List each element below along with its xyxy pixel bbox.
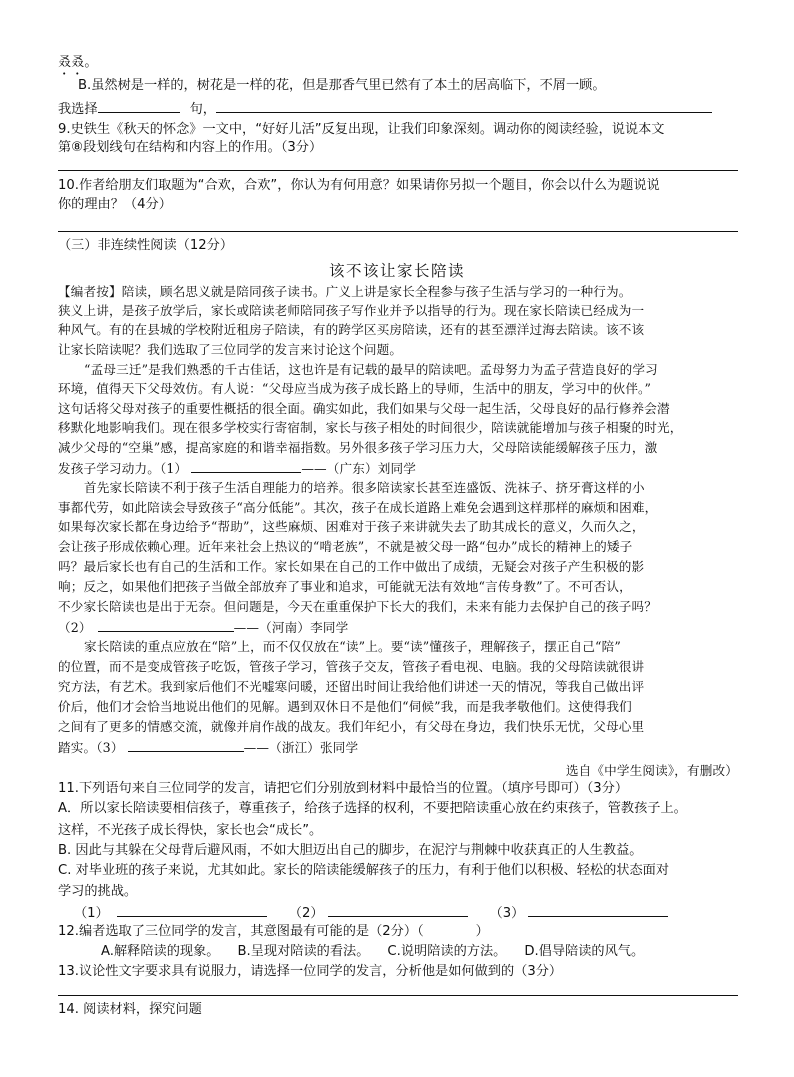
choose-blank[interactable] xyxy=(98,99,180,113)
paragraph-3-line: 究方法，有艺术。我到家后他们不光嘘寒问暖，还留出时间让我给他们讲述一天的情况，等我自己做出评 xyxy=(58,679,645,694)
question-12-stem: 12.编者选取了三位同学的发言，其意图最有可能的是（2分）（ ） xyxy=(58,924,489,939)
paragraph-2-line: 不少家长陪读也是出于无奈。但问题是，今天在重重保护下长大的我们，未来有能力去保护自己的孩子吗？ xyxy=(58,599,657,614)
choose-line: 我选择 句， xyxy=(58,99,738,119)
paragraph-3-last-line: 踏实。（3） ——（浙江）张同学 xyxy=(58,740,359,755)
section-heading: （三）非连续性阅读（12分） xyxy=(58,238,234,253)
blank-1[interactable] xyxy=(191,459,301,473)
q11-option-a: A．所以家长陪读要相信孩子，尊重孩子，给孩子选择的权利，不要把陪读重心放在约束孩子，管教孩子上。 xyxy=(58,801,687,816)
question-11-stem: 11.下列语句来自三位同学的发言，请把它们分别放到材料中最恰当的位置。（填序号即可）（3分） xyxy=(58,781,629,796)
question-13-stem: 13.议论性文字要求具有说服力，请选择一位同学的发言，分析他是如何做到的（3分） xyxy=(58,964,563,979)
blank-2[interactable] xyxy=(98,618,234,632)
answer-line-q9[interactable] xyxy=(58,170,738,171)
editor-note-line: 【编者按】陪读，顾名思义就是陪同孩子读书。广义上讲是家长全程参与孩子生活与学习的一种行为。 xyxy=(58,284,632,299)
question-10-line2: 你的理由？（4分） xyxy=(58,197,172,212)
q11-option-b: B. 因此与其躲在父母背后避风雨，不如大胆迈出自己的脚步，在泥泞与荆棘中收获真正的人生教益。 xyxy=(58,843,643,858)
question-10-line1: 10.作者给朋友们取题为“合欢，合欢”，你认为有何用意？如果请你另拟一个题目，你会以什么为题说说 xyxy=(58,178,660,193)
q11-option-a-cont: 这样，不光孩子成长得快，家长也会“成长”。 xyxy=(58,823,323,838)
article-title: 该不该让家长陪读 xyxy=(328,262,465,280)
answer-blank-1[interactable] xyxy=(117,903,267,917)
paragraph-3-line: 之间有了更多的情感交流，就像并肩作战的战友。我们年纪小，有父母在身边，我们快乐无忧，父母心里 xyxy=(58,719,645,734)
paragraph-2-last-line: （2） ——（河南）李同学 xyxy=(58,620,349,635)
paragraph-3-line: 价后，他们才会恰当地说出他们的见解。遇到双休日不是他们“伺候”我，而是我孝敬他们。这使得我们 xyxy=(58,699,632,714)
answer-blank-2[interactable] xyxy=(328,903,468,917)
paragraph-3-line: 的位置，而不是变成管孩子吃饭，管孩子学习，管孩子交友，管孩子看电视、电脑。我的父母陪读就很讲 xyxy=(58,659,645,674)
q12-option-c[interactable]: C.说明陪读的方法。 xyxy=(387,944,507,959)
paragraph-1-line: 环境，值得天下父母效仿。有人说：“父母应当成为孩子成长路上的导师，生活中的朋友，学习中的伙伴。” xyxy=(58,381,652,396)
paragraph-1-line: 移默化地影响我们。现在很多学校实行寄宿制，家长与孩子相处的时间很少，陪读就能增加与孩子相聚的时光， xyxy=(58,420,683,435)
paragraph-1-line: 这句话将父母对孩子的重要性概括的很全面。确实如此，我们如果与父母一起生活，父母良好的品行修养会潜 xyxy=(58,401,670,416)
paragraph-2-line: 会让孩子形成依赖心理。近年来社会上热议的“啃老族”，不就是被父母一路“包办”成长的精神上的矮子 xyxy=(58,539,633,554)
q11-option-c: C. 对毕业班的孩子来说，尤其如此。家长的陪读能缓解孩子的压力，有利于他们以积极、轻松的状态面对 xyxy=(58,863,670,878)
paragraph-1-line: “孟母三迁”是我们熟悉的千古佳话，这也许是有记载的最早的陪读吧。孟母努力为孟子营造良好的学习 xyxy=(84,362,658,377)
answer-line-q13[interactable] xyxy=(58,995,738,996)
signature-3: ——（浙江）张同学 xyxy=(243,740,359,755)
previous-answer-line: 叒叒。 xyxy=(58,55,98,70)
answer-line-q10[interactable] xyxy=(58,231,738,232)
paragraph-3-line: 家长陪读的重点应放在“陪”上，而不仅仅放在“读”上。要“读”懂孩子，理解孩子，摆正自己“陪” xyxy=(84,639,621,654)
paragraph-2-line: 吗？最后家长也有自己的生活和工作。家长如果在自己的工作中做出了成绩，无疑会对孩子产生积极的影 xyxy=(58,559,645,574)
paragraph-2-line: 响；反之，如果他们把孩子当做全部放弃了事业和追求，可能就无法有效地“言传身教”了。不可否认， xyxy=(58,579,632,594)
option-b-line: B.虽然树是一样的，树花是一样的花，但是那香气里已然有了本土的居高临下，不屑一顾。 xyxy=(78,78,606,93)
question-9-line1: 9.史铁生《秋天的怀念》一文中，“好好儿活”反复出现，让我们印象深刻。调动你的阅读经验，说说本文 xyxy=(58,122,665,137)
paragraph-2-line: 首先家长陪读不利于孩子生活自理能力的培养。很多陪读家长甚至连盛饭、洗袜子、挤牙膏这样的小 xyxy=(84,480,645,495)
source-note: 选自《中学生阅读》，有删改） xyxy=(565,763,738,778)
blank-3[interactable] xyxy=(128,738,244,752)
paragraph-2-line: 事都代劳，如此陪读会导致孩子“高分低能”。其次，孩子在成长道路上难免会遇到这样那样的麻烦和困难， xyxy=(58,500,658,515)
editor-note-line: 种风气。有的在县城的学校附近租房子陪读，有的跨学区买房陪读，还有的甚至漂洋过海去陪读。该不该 xyxy=(58,322,645,337)
question-9-line2: 第⑧段划线句在结构和内容上的作用。（3分） xyxy=(58,140,323,155)
paragraph-2-line: 如果每次家长都在身边给予“帮助”，这些麻烦、困难对于孩子来讲就失去了助其成长的意义，久而久之， xyxy=(58,519,645,534)
q12-option-a[interactable]: A.解释陪读的现象。 xyxy=(101,944,220,959)
editor-note-line: 让家长陪读呢？我们选取了三位同学的发言来讨论这个问题。 xyxy=(58,342,403,357)
q12-options xyxy=(101,943,781,961)
paragraph-1-line: 减少父母的“空巢”感，提高家庭的和谐幸福指数。另外很多孩子学习压力大，父母陪读能缓解孩子压力，激 xyxy=(58,440,658,455)
signature-2: ——（河南）李同学 xyxy=(233,620,349,635)
question-14-stem: 14. 阅读材料，探究问题 xyxy=(58,1002,202,1017)
reason-blank[interactable] xyxy=(216,99,712,113)
q12-option-d[interactable]: D.倡导陪读的风气。 xyxy=(524,944,645,959)
answer-blank-3[interactable] xyxy=(528,903,668,917)
q12-option-b[interactable]: B.呈现对陪读的看法。 xyxy=(237,944,370,959)
editor-note-line: 狭义上讲，是孩子放学后，家长或陪读老师陪同孩子写作业并予以指导的行为。现在家长陪读已经成为一 xyxy=(58,303,645,318)
signature-1: ——（广东）刘同学 xyxy=(301,461,417,476)
paragraph-1-last-line: 发孩子学习动力。（1） ——（广东）刘同学 xyxy=(58,461,417,476)
q11-answer-row: （1） （2） （3） xyxy=(74,903,754,923)
q11-option-c-cont: 学习的挑战。 xyxy=(58,884,138,899)
emphasized-word: 叒叒 xyxy=(58,55,85,70)
